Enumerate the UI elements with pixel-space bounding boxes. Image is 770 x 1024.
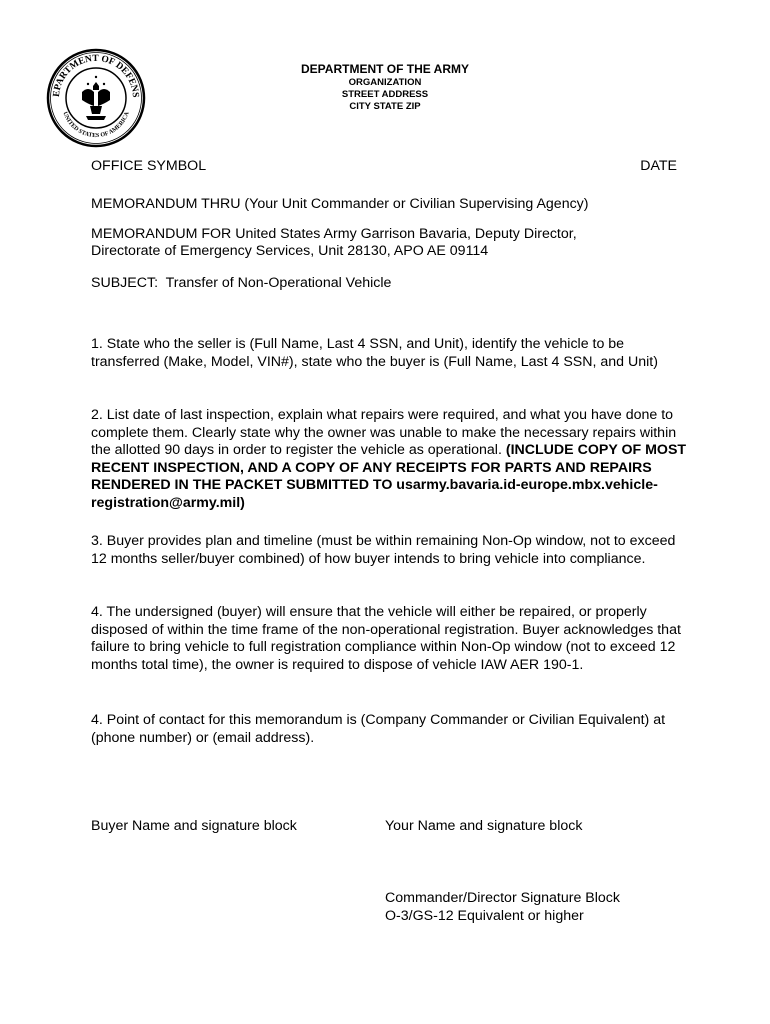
memo-subject: SUBJECT: Transfer of Non-Operational Vehicle [91, 275, 392, 291]
memo-date: DATE [640, 158, 677, 174]
paragraph-4: 4. The undersigned (buyer) will ensure that the vehicle will either be repaired, or properly disposed of within the time frame of the non-operational registration. Buyer acknowledges that failure to bring vehicle to full registration compliance within Non-Op window (not to exceed 12 months total time), the owner is required to dispose of vehicle IAW AER 190-1. [91, 604, 681, 673]
commander-signature-line2: O-3/GS-12 Equivalent or higher [385, 907, 584, 924]
organization: ORGANIZATION [348, 77, 422, 88]
paragraph-2-bold-note: (INCLUDE COPY OF MOST RECENT INSPECTION, AND A COPY OF ANY RECEIPTS FOR PARTS AND REPAIRS RENDERED IN THE PACKET SUBMITTED TO usarmy.bavaria.id-europe.mbx.vehicle-registration@army.mil) [91, 442, 687, 511]
dod-seal [46, 48, 146, 148]
department-name: DEPARTMENT OF THE ARMY [301, 62, 469, 76]
seal-top-text: EPARTMENT OF DEFENS [51, 53, 141, 98]
paragraph-2 [91, 407, 691, 512]
paragraph-2-text: 2. List date of last inspection, explain what repairs were required, and what you have done to complete them. Clearly state why the owner was unable to make the necessary repairs within the allotted 90 days in order to register the vehicle as operational. [91, 407, 677, 458]
commander-signature-block [385, 890, 620, 925]
paragraph-3: 3. Buyer provides plan and timeline (must be within remaining Non-Op window, not to exceed 12 months seller/buyer combined) of how buyer intends to bring vehicle into compliance. [91, 533, 676, 567]
memo-for-line2: Directorate of Emergency Services, Unit 28130, APO AE 09114 [91, 243, 489, 259]
paragraph-5: 4. Point of contact for this memorandum is (Company Commander or Civilian Equivalent) at (phone number) or (email address). [91, 712, 666, 746]
commander-signature-line1: Commander/Director Signature Block [385, 890, 620, 906]
paragraph-1: 1. State who the seller is (Full Name, Last 4 SSN, and Unit), identify the vehicle to be transferred (Make, Model, VIN#), state who the buyer is (Full Name, Last 4 SSN, and Unit) [91, 336, 658, 370]
buyer-signature-block: Buyer Name and signature block [91, 818, 297, 834]
seal-bottom-text: UNITED STATES OF AMERICA [61, 111, 131, 140]
city-state-zip: CITY STATE ZIP [349, 101, 421, 112]
memo-for-line1: MEMORANDUM FOR United States Army Garrison Bavaria, Deputy Director, [91, 226, 577, 242]
memo-thru: MEMORANDUM THRU (Your Unit Commander or Civilian Supervising Agency) [91, 196, 589, 212]
your-signature-block: Your Name and signature block [385, 818, 583, 834]
letterhead [230, 62, 540, 113]
seal-graphic [46, 48, 146, 148]
street-address: STREET ADDRESS [341, 89, 429, 100]
office-symbol: OFFICE SYMBOL [91, 158, 207, 174]
